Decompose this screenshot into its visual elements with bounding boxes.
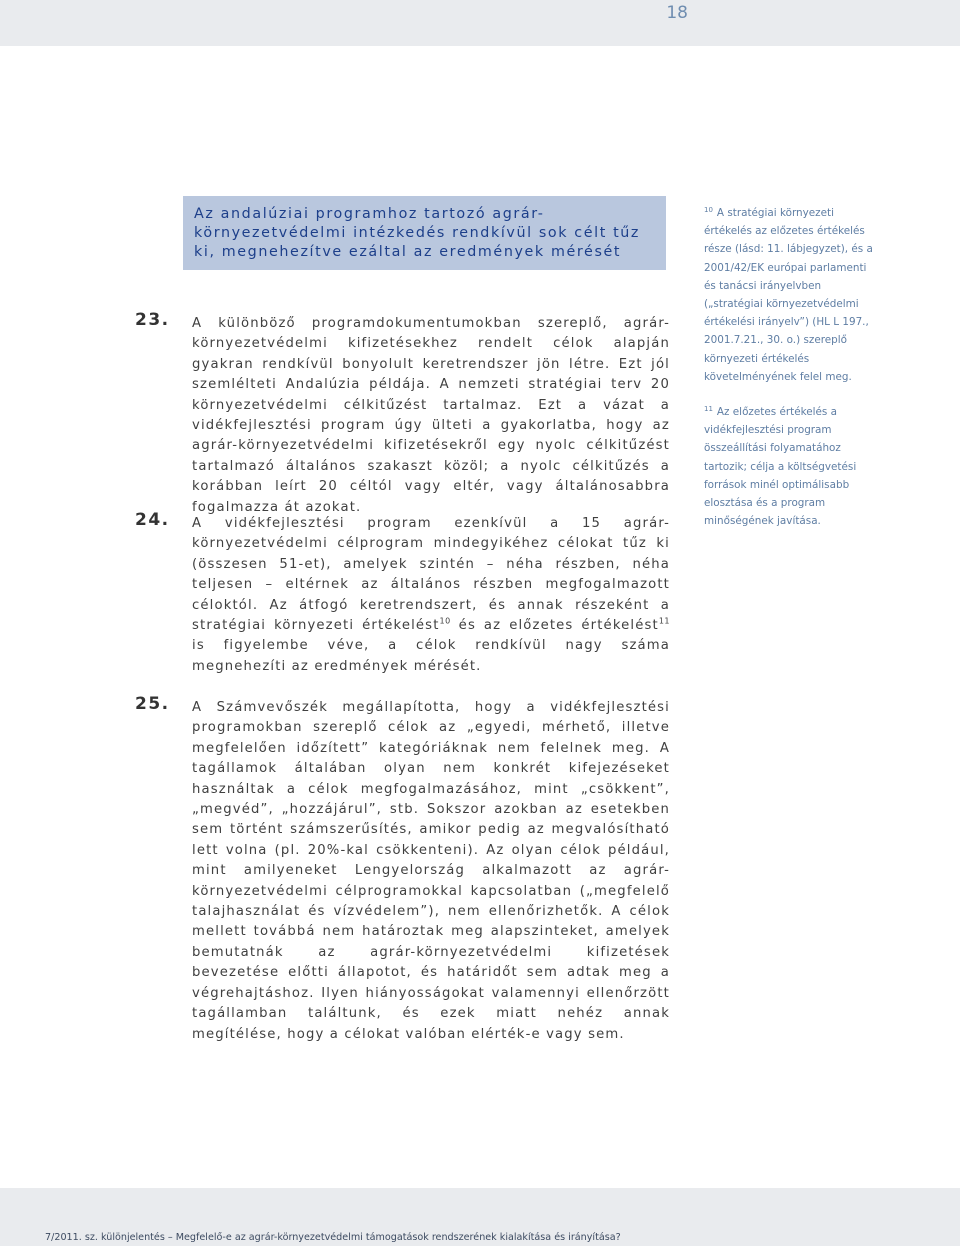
callout-title: Az andalúziai programhoz tartozó agrár-környezetvédelmi intézkedés rendkívül sok célt tűz ki, megnehezítve ezáltal az eredmények mérését	[194, 206, 641, 260]
paragraph-text	[192, 314, 670, 518]
footnote-ref-11[interactable]: 11	[658, 616, 671, 626]
footer	[45, 1232, 621, 1243]
paragraph-number: 23.	[135, 310, 170, 330]
paragraph-body: A különböző programdokumentumokban szereplő, agrár-környezetvédelmi kifizetésekhez rendelt célok alapján gyakran rendkívül bonyolult keretrendszer jön létre. Ezt jól szemlélteti Andalúzia példája. A nemzeti stratégiai terv 20 környezetvédelmi célkitűzést tartalmaz. Ezt a vázat a vidékfejlesztési program úgy ülteti a gyakorlatba, hogy az agrár-környezetvédelmi kifizetésekről egy nyolc célkitűzést tartalmazó általános szakaszt közöl; a nyolc célkitűzés a korábban leírt 20 céltól vagy eltér, vagy általánosabbra fogalmazza át azokat.	[192, 316, 670, 515]
footnotes-column	[704, 204, 874, 547]
footer-report: 7/2011. sz. különjelentés	[45, 1232, 165, 1243]
paragraph-body-part: is figyelembe véve, a célok rendkívül nagy száma megnehezíti az eredmények mérését.	[192, 638, 670, 674]
paragraph-number: 24.	[135, 510, 170, 530]
footnote-text: A stratégiai környezeti értékelés az előzetes értékelés része (lásd: 11. lábjegyzet), és a 2001/42/EK európai parlamenti és tanácsi irányelvben („stratégiai környezetvédelmi értékelési irányelv”) (HL L 197., 2001.7.21., 30. o.) szereplő környezeti értékelés követelményének felel meg.	[704, 207, 873, 383]
page-number: 18	[666, 3, 688, 23]
footnote-10	[704, 204, 874, 386]
paragraph-number: 25.	[135, 694, 170, 714]
paragraph-body-part: A vidékfejlesztési program ezenkívül a 15 agrár-környezetvédelmi célprogram mindegyikéhez célokat tűz ki (összesen 51-et), amelyek szintén – néha részben, néha teljesen – eltérnek az általános részben megfogalmazott céloktól. Az átfogó keretrendszert, és annak részeként a stratégiai környezeti értékelést	[192, 516, 670, 634]
footnote-ref-10[interactable]: 10	[439, 616, 451, 626]
header-bar	[0, 0, 960, 46]
footer-separator: –	[167, 1232, 173, 1243]
paragraph-text	[192, 514, 670, 677]
footnote-11	[704, 403, 874, 530]
paragraph-body-part: és az előzetes értékelést	[450, 618, 659, 634]
footnote-text: Az előzetes értékelés a vidékfejlesztési program összeállítási folyamatához tartozik; célja a költségvetési források minél optimálisabb elosztása és a program minőségének javítása.	[704, 406, 857, 528]
callout-box	[183, 196, 666, 270]
footnote-number: 11	[704, 404, 713, 413]
paragraph-text	[192, 698, 670, 1045]
footer-title: Megfelelő-e az agrár-környezetvédelmi támogatások rendszerének kialakítása és irányítása?	[175, 1232, 621, 1243]
paragraph-body	[192, 514, 670, 677]
footnote-number: 10	[704, 205, 713, 214]
paragraph-body: A Számvevőszék megállapította, hogy a vidékfejlesztési programokban szereplő célok az „egyedi, mérhető, illetve megfelelően időzített” kategóriáknak nem felelnek meg. A tagállamok általában olyan nem konkrét kifejezéseket használtak a célok megfogalmazásához, mint „csökkent”, „megvéd”, „hozzájárul”, stb. Sokszor azokban az esetekben sem történt számszerűsítés, amikor pedig az megvalósítható lett volna (pl. 20%-kal csökkenteni). Az olyan célok például, mint amilyeneket Lengyelország alkalmazott az agrár-környezetvédelmi célprogramokkal kapcsolatban („megfelelő talajhasználat és vízvédelem”), nem ellenőrizhetők. A célok mellett továbbá nem határoztak meg alapszinteket, amelyek bemutatnák az agrár-környezetvédelmi kifizetések bevezetése előtti állapotot, és határidőt sem adtak meg a végrehajtáshoz. Ilyen hiányosságokat valamennyi ellenőrzött tagállamban találtunk, és ezek miatt nehéz annak megítélése, hogy a célokat valóban elérték-e vagy sem.	[192, 700, 670, 1042]
